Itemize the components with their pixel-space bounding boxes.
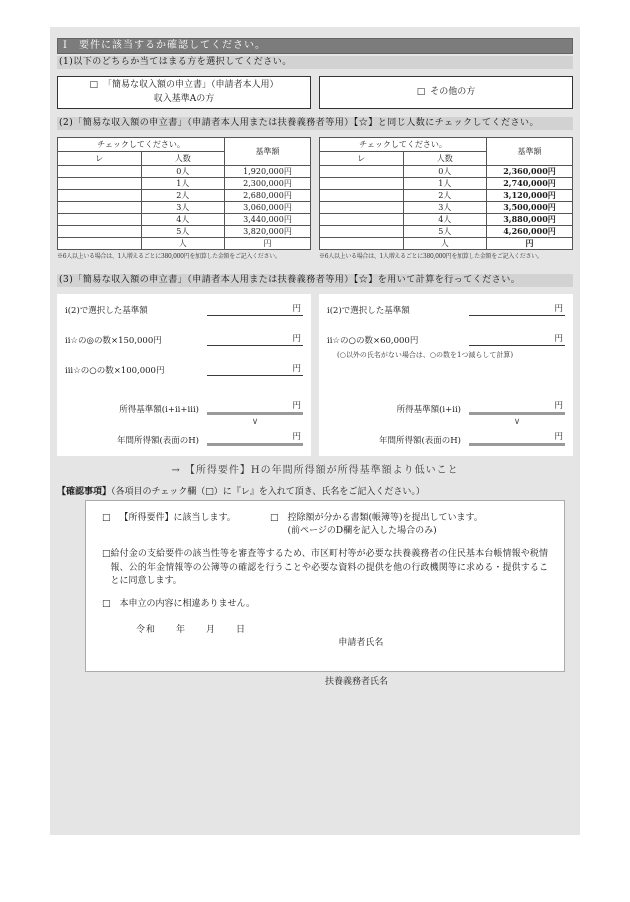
input-row-iii-left[interactable]: 円 xyxy=(207,362,303,376)
check-cell[interactable] xyxy=(320,190,404,202)
dependent-name-field[interactable]: 扶養義務者氏名 xyxy=(325,676,389,687)
option-simple-income-statement[interactable] xyxy=(57,76,311,109)
amount-cell: 3,120,000円 xyxy=(487,190,573,202)
table-row xyxy=(320,226,573,238)
check-cell[interactable] xyxy=(58,166,142,178)
checkbox-icon[interactable]: □ xyxy=(102,513,111,523)
standard-amount-table-a xyxy=(57,137,311,250)
confirmation-box xyxy=(85,500,565,687)
calc-right-row-ii xyxy=(327,332,565,346)
amount-cell: 3,060,000円 xyxy=(225,202,311,214)
amount-cell: 2,360,000円 xyxy=(487,166,573,178)
option-other[interactable] xyxy=(319,76,573,109)
confirm-item-consent-label: 給付金の支給要件の該当性等を審査等するため、市区町村等が必要な扶養義務者の住民基本台帳情報や税情報、公的年金情報等の公簿等の確認を行うことや必要な資料の提供を他の行政機関等に求める・提供することに同意します。 xyxy=(110,549,548,587)
table-row xyxy=(320,214,573,226)
confirmation-row-1 xyxy=(102,512,548,538)
count-cell: 4人 xyxy=(141,214,225,226)
table-a-footnote: ※6人以上いる場合は、1人増えるごとに380,000円を加算した金額をご記入ください。 xyxy=(57,253,281,260)
table-row xyxy=(58,226,311,238)
less-than-symbol: ∨ xyxy=(251,417,259,427)
check-cell[interactable] xyxy=(58,190,142,202)
count-cell: 2人 xyxy=(403,190,487,202)
subtotal-label: 所得基準額(i+ii) xyxy=(396,405,461,415)
checkbox-icon[interactable]: □ xyxy=(89,80,98,90)
check-cell[interactable] xyxy=(58,238,142,250)
confirmation-title-note: （各項目のチェック欄（□）に『レ』を入れて頂き、氏名をご記入ください。） xyxy=(111,487,425,497)
confirm-item-truth xyxy=(102,598,548,611)
count-cell-blank[interactable]: 人 xyxy=(403,238,487,250)
input-annual-income-right[interactable]: 円 xyxy=(469,430,565,446)
confirm-item-documents-label xyxy=(288,512,483,538)
amount-cell: 3,440,000円 xyxy=(225,214,311,226)
table-row xyxy=(320,166,573,178)
table-a-header-mark: レ xyxy=(58,152,142,166)
table-row xyxy=(58,202,311,214)
amount-cell: 3,880,000円 xyxy=(487,214,573,226)
table-row xyxy=(320,202,573,214)
table-b-header-count: 人数 xyxy=(403,152,487,166)
amount-cell: 2,740,000円 xyxy=(487,178,573,190)
date-field[interactable]: 令和 年 月 日 xyxy=(136,624,247,635)
row-ii-label: ii☆の◎の数×150,000円 xyxy=(65,336,162,346)
total-row-left xyxy=(65,430,303,446)
input-annual-income-left[interactable]: 円 xyxy=(207,430,303,446)
check-cell[interactable] xyxy=(320,238,404,250)
confirmation-section-label xyxy=(57,484,573,497)
amount-cell: 2,300,000円 xyxy=(225,178,311,190)
income-requirement-conclusion: → 【所得要件】Hの年間所得額が所得基準額より低いこと xyxy=(171,465,459,476)
table-b-header-check: チェックしてください。 xyxy=(320,138,487,152)
table-a-header-amount: 基準額 xyxy=(225,138,311,166)
confirm-item-documents xyxy=(270,512,483,538)
row-ii-note: (○以外の氏名がない場合は、○の数を1つ減らして計算) xyxy=(337,351,514,359)
count-cell-blank[interactable]: 人 xyxy=(141,238,225,250)
amount-cell-blank[interactable]: 円 xyxy=(487,238,573,250)
input-row-ii-right[interactable]: 円 xyxy=(469,332,565,346)
table-row xyxy=(58,166,311,178)
section-1-header-bar: I 要件に該当するか確認してください。 xyxy=(57,38,573,54)
amount-cell: 3,820,000円 xyxy=(225,226,311,238)
amount-cell: 2,680,000円 xyxy=(225,190,311,202)
standard-amount-table-b xyxy=(319,137,573,250)
calc-box-left xyxy=(57,294,311,456)
table-b-footnote: ※6人以上いる場合は、1人増えるごとに380,000円を加算した金額をご記入ください。 xyxy=(319,253,543,260)
comparison-row-right xyxy=(327,417,565,428)
table-row-blank xyxy=(58,238,311,250)
table-a-header-check: チェックしてください。 xyxy=(58,138,225,152)
option-a-label: 「簡易な収入額の申立書」（申請者本人用） xyxy=(103,80,279,90)
input-row-ii-left[interactable]: 円 xyxy=(207,332,303,346)
amount-cell-blank[interactable]: 円 xyxy=(225,238,311,250)
calc-right-row-i xyxy=(327,302,565,316)
total-row-right xyxy=(327,430,565,446)
checkbox-icon[interactable]: □ xyxy=(102,549,111,560)
calc-box-right xyxy=(319,294,573,456)
amount-cell: 4,260,000円 xyxy=(487,226,573,238)
count-cell: 0人 xyxy=(403,166,487,178)
total-label: 年間所得額(表面のH) xyxy=(116,436,199,446)
subsection-1-label: (1)以下のどちらか当てはまる方を選択してください。 xyxy=(57,56,573,69)
calc-right-bottom xyxy=(327,399,565,446)
check-cell[interactable] xyxy=(58,178,142,190)
calc-left-row-ii xyxy=(65,332,303,346)
comparison-row-left xyxy=(65,417,303,428)
table-row xyxy=(58,190,311,202)
table-row xyxy=(58,214,311,226)
check-cell[interactable] xyxy=(58,226,142,238)
row-ii-label: ii☆の○の数×60,000円 xyxy=(327,336,419,346)
input-income-standard-right[interactable]: 円 xyxy=(469,399,565,415)
table-row-blank xyxy=(320,238,573,250)
input-income-standard-left[interactable]: 円 xyxy=(207,399,303,415)
applicant-name-field[interactable]: 申請者氏名 xyxy=(338,637,384,648)
check-cell[interactable] xyxy=(320,226,404,238)
count-cell: 1人 xyxy=(141,178,225,190)
checkbox-icon[interactable]: □ xyxy=(416,86,426,97)
total-label: 年間所得額(表面のH) xyxy=(378,436,461,446)
documents-line1: 控除額が分かる書類(帳簿等)を提出しています。 xyxy=(287,513,483,523)
check-cell[interactable] xyxy=(58,202,142,214)
table-a-wrap xyxy=(57,137,311,260)
input-base-amount-right[interactable]: 円 xyxy=(469,302,565,316)
check-cell[interactable] xyxy=(320,178,404,190)
check-cell[interactable] xyxy=(58,214,142,226)
table-a-header-count: 人数 xyxy=(141,152,225,166)
table-b-header-amount: 基準額 xyxy=(487,138,573,166)
row-i-label: i(2)で選択した基準額 xyxy=(327,306,410,316)
subtotal-row-left xyxy=(65,399,303,415)
count-cell: 1人 xyxy=(403,178,487,190)
amount-cell: 3,500,000円 xyxy=(487,202,573,214)
confirm-item-consent xyxy=(102,548,548,589)
table-b-header-mark: レ xyxy=(320,152,404,166)
check-cell[interactable] xyxy=(320,214,404,226)
count-cell: 2人 xyxy=(141,190,225,202)
count-cell: 5人 xyxy=(141,226,225,238)
count-cell: 0人 xyxy=(141,166,225,178)
confirm-item-truth-label: 本申立の内容に相違ありません。 xyxy=(119,598,256,609)
table-row xyxy=(58,178,311,190)
option-b-label: その他の方 xyxy=(430,86,476,97)
row-iii-label: iii☆の○の数×100,000円 xyxy=(65,366,165,376)
option-a-line2: 収入基準Aの方 xyxy=(153,93,215,104)
count-cell: 5人 xyxy=(403,226,487,238)
less-than-symbol: ∨ xyxy=(513,417,521,427)
calc-left-row-i xyxy=(65,302,303,316)
table-b-wrap xyxy=(319,137,573,260)
option-b-line xyxy=(417,86,476,100)
standard-amount-tables xyxy=(57,137,573,260)
count-cell: 3人 xyxy=(141,202,225,214)
confirm-item-income-label: 【所得要件】に該当します。 xyxy=(119,513,236,523)
calculation-boxes xyxy=(57,294,573,456)
count-cell: 3人 xyxy=(403,202,487,214)
check-cell[interactable] xyxy=(320,202,404,214)
subsection-2-label: (2)「簡易な収入額の申立書」（申請者本人用または扶養義務者等用）【☆】と同じ人数にチェックしてください。 xyxy=(57,117,573,130)
subtotal-label: 所得基準額(i+ii+iii) xyxy=(119,405,199,415)
confirmation-title: 【確認事項】 xyxy=(57,487,112,497)
count-cell: 4人 xyxy=(403,214,487,226)
option-a-line1 xyxy=(89,79,278,93)
calc-left-row-iii xyxy=(65,362,303,376)
table-row xyxy=(320,190,573,202)
subsection-3-label: (3)「簡易な収入額の申立書」（申請者本人用または扶養義務者等用）【☆】を用いて計算を行ってください。 xyxy=(57,274,573,287)
form-sheet xyxy=(50,27,580,835)
confirm-item-income xyxy=(102,512,270,538)
checkbox-icon[interactable]: □ xyxy=(102,598,111,609)
amount-cell: 1,920,000円 xyxy=(225,166,311,178)
row-i-label: i(2)で選択した基準額 xyxy=(65,306,148,316)
calc-left-bottom xyxy=(65,399,303,446)
documents-line2: (前ページのD欄を記入した場合のみ) xyxy=(287,526,437,537)
checkbox-icon[interactable]: □ xyxy=(270,513,279,523)
check-cell[interactable] xyxy=(320,166,404,178)
table-row xyxy=(320,178,573,190)
choice-row xyxy=(57,76,573,109)
subtotal-row-right xyxy=(327,399,565,415)
input-base-amount-left[interactable]: 円 xyxy=(207,302,303,316)
